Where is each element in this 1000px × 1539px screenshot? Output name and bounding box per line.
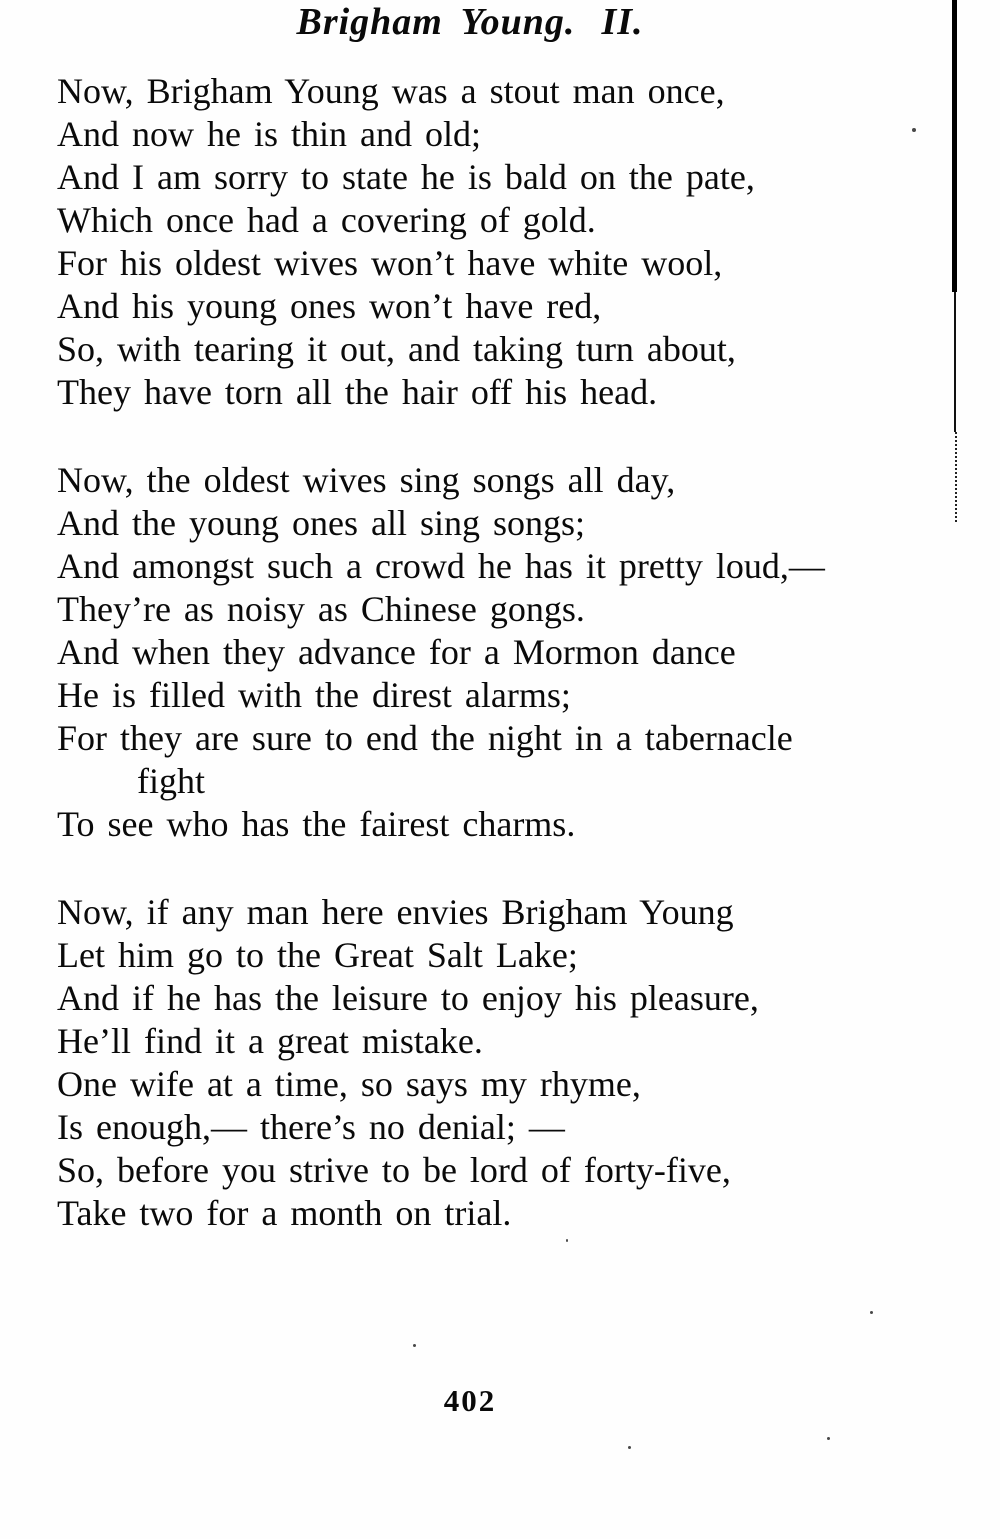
scan-speck [827, 1437, 830, 1440]
poem-line: He is filled with the direst alarms; [57, 675, 571, 715]
poem-line: fight [137, 761, 205, 801]
poem-line: Now, Brigham Young was a stout man once, [57, 71, 725, 111]
scan-speck [628, 1446, 631, 1449]
stanza [57, 459, 952, 846]
poem-line: Take two for a month on trial. [57, 1193, 512, 1233]
poem-line: Which once had a covering of gold. [57, 200, 596, 240]
poem-line: Now, the oldest wives sing songs all day, [57, 460, 676, 500]
poem [57, 70, 952, 1235]
scan-speck [912, 128, 916, 132]
poem-line: They have torn all the hair off his head. [57, 372, 658, 412]
poem-line: Now, if any man here envies Brigham Young [57, 892, 734, 932]
stanza [57, 70, 952, 414]
scan-speck [413, 1344, 416, 1347]
poem-line: And his young ones won’t have red, [57, 286, 602, 326]
poem-line: They’re as noisy as Chinese gongs. [57, 589, 585, 629]
scan-edge-line-dotted [955, 432, 957, 522]
poem-line: And if he has the leisure to enjoy his pleasure, [57, 978, 759, 1018]
page-title-text: Brigham Young. [296, 1, 576, 43]
page-title [0, 0, 940, 44]
poem-line: For they are sure to end the night in a tabernacle [57, 718, 793, 758]
stanza [57, 891, 952, 1235]
poem-line: So, with tearing it out, and taking turn about, [57, 329, 736, 369]
poem-line: One wife at a time, so says my rhyme, [57, 1064, 641, 1104]
poem-line: Is enough,— there’s no denial; — [57, 1107, 565, 1147]
poem-line: For his oldest wives won’t have white wool, [57, 243, 723, 283]
poem-line: So, before you strive to be lord of forty-five, [57, 1150, 731, 1190]
scan-edge-line-thin [954, 292, 956, 432]
poem-line: And I am sorry to state he is bald on the pate, [57, 157, 755, 197]
page-number: 402 [443, 1383, 497, 1418]
poem-line: Let him go to the Great Salt Lake; [57, 935, 578, 975]
poem-line: He’ll find it a great mistake. [57, 1021, 483, 1061]
scan-speck [870, 1311, 873, 1314]
poem-line: And the young ones all sing songs; [57, 503, 585, 543]
poem-line: And now he is thin and old; [57, 114, 481, 154]
page-title-numeral: II. [601, 1, 644, 43]
scan-speck [566, 1239, 568, 1242]
poem-line: And when they advance for a Mormon dance [57, 632, 736, 672]
poem-line: And amongst such a crowd he has it pretty loud,— [57, 546, 825, 586]
poem-line: To see who has the fairest charms. [57, 804, 576, 844]
scan-edge-line-solid [952, 0, 957, 292]
